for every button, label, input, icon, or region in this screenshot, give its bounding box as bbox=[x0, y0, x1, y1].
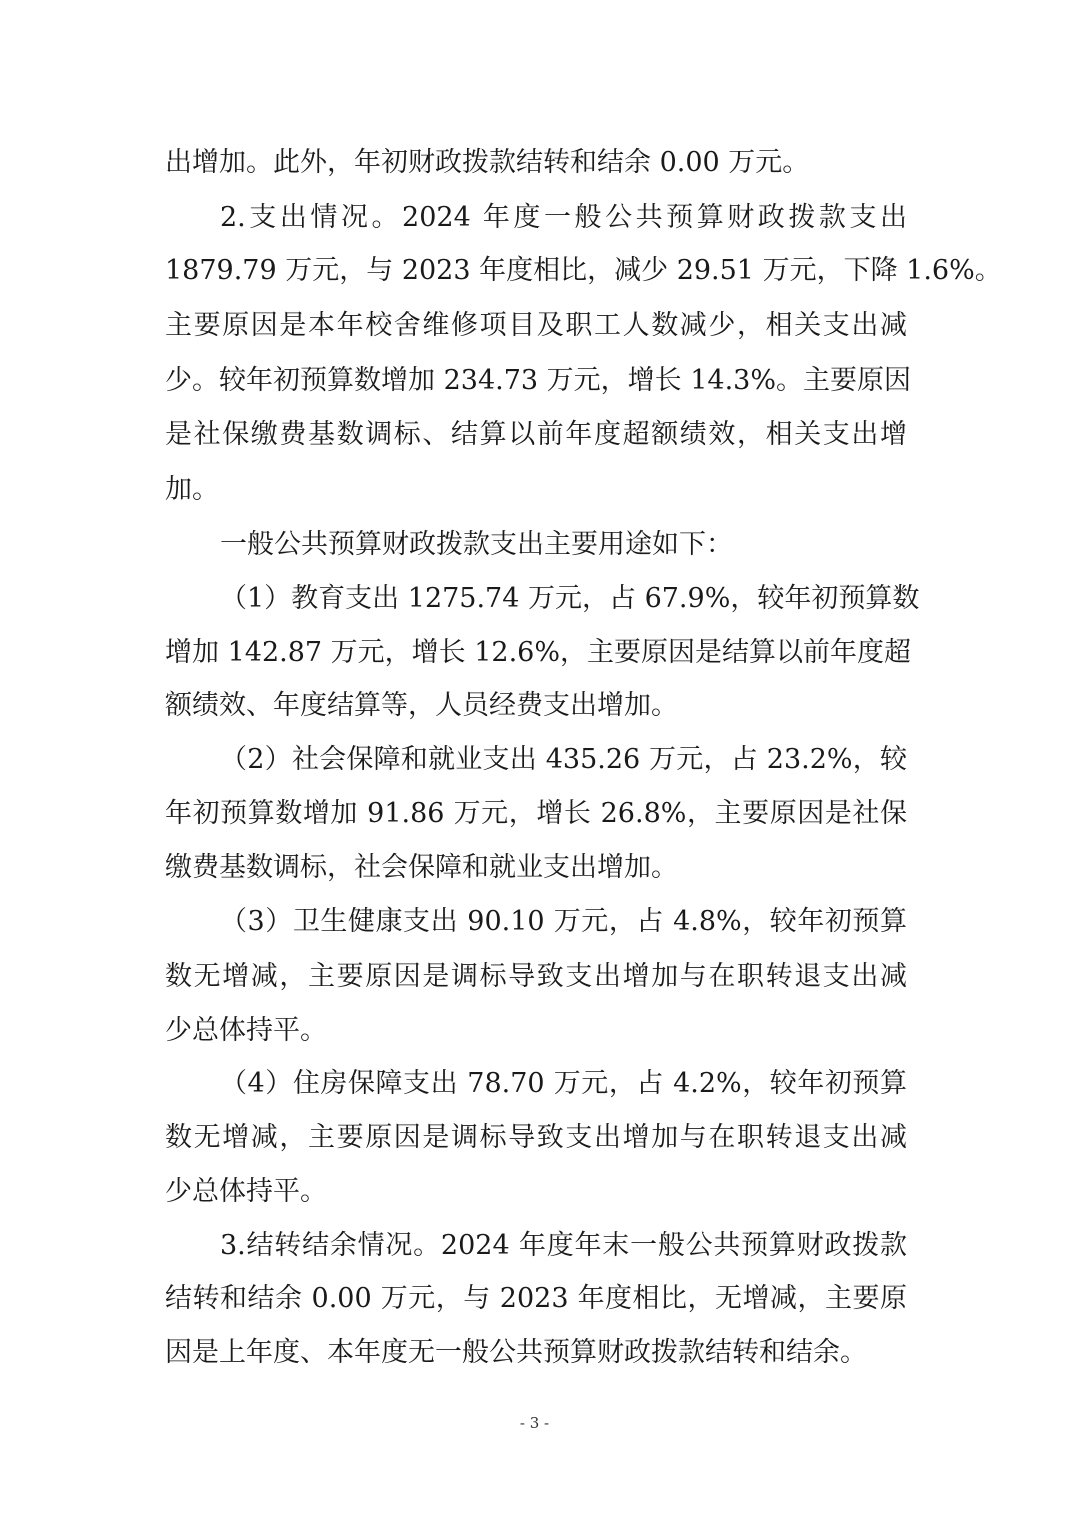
paragraph-line: 缴费基数调标，社会保障和就业支出增加。 bbox=[165, 852, 678, 883]
paragraph-line: 增加 142.87 万元，增长 12.6%，主要原因是结算以前年度超 bbox=[165, 637, 911, 668]
paragraph-line: 1879.79 万元，与 2023 年度相比，减少 29.51 万元，下降 1.6%。 bbox=[165, 255, 1002, 286]
paragraph-line: 少总体持平。 bbox=[165, 1176, 327, 1207]
paragraph-line: （3）卫生健康支出 90.10 万元，占 4.8%，较年初预算 bbox=[220, 906, 907, 937]
paragraph-line: 主要原因是本年校舍维修项目及职工人数减少，相关支出减 bbox=[165, 310, 907, 341]
paragraph-line: 少总体持平。 bbox=[165, 1015, 327, 1046]
paragraph-line: 年初预算数增加 91.86 万元，增长 26.8%，主要原因是社保 bbox=[165, 798, 907, 829]
paragraph-line: 加。 bbox=[165, 474, 219, 505]
paragraph-line: 少。较年初预算数增加 234.73 万元，增长 14.3%。主要原因 bbox=[165, 365, 911, 396]
paragraph-line: 因是上年度、本年度无一般公共预算财政拨款结转和结余。 bbox=[165, 1337, 867, 1368]
paragraph-line: 3.结转结余情况。2024 年度年末一般公共预算财政拨款 bbox=[220, 1230, 907, 1261]
paragraph-line: （1）教育支出 1275.74 万元，占 67.9%，较年初预算数 bbox=[220, 583, 920, 614]
page-number: - 3 - bbox=[519, 1414, 550, 1432]
paragraph-line: 一般公共预算财政拨款支出主要用途如下： bbox=[220, 529, 733, 560]
paragraph-line: 数无增减，主要原因是调标导致支出增加与在职转退支出减 bbox=[165, 1122, 907, 1153]
paragraph-line: 是社保缴费基数调标、结算以前年度超额绩效，相关支出增 bbox=[165, 419, 907, 450]
paragraph-line: 额绩效、年度结算等，人员经费支出增加。 bbox=[165, 690, 678, 721]
paragraph-line: 结转和结余 0.00 万元，与 2023 年度相比，无增减，主要原 bbox=[165, 1283, 907, 1314]
paragraph-line: 数无增减，主要原因是调标导致支出增加与在职转退支出减 bbox=[165, 961, 907, 992]
paragraph-line: （2）社会保障和就业支出 435.26 万元，占 23.2%，较 bbox=[220, 744, 907, 775]
paragraph-line: 2.支出情况。2024 年度一般公共预算财政拨款支出 bbox=[220, 202, 907, 233]
paragraph-line: 出增加。此外，年初财政拨款结转和结余 0.00 万元。 bbox=[165, 147, 810, 178]
paragraph-line: （4）住房保障支出 78.70 万元，占 4.2%，较年初预算 bbox=[220, 1068, 907, 1099]
